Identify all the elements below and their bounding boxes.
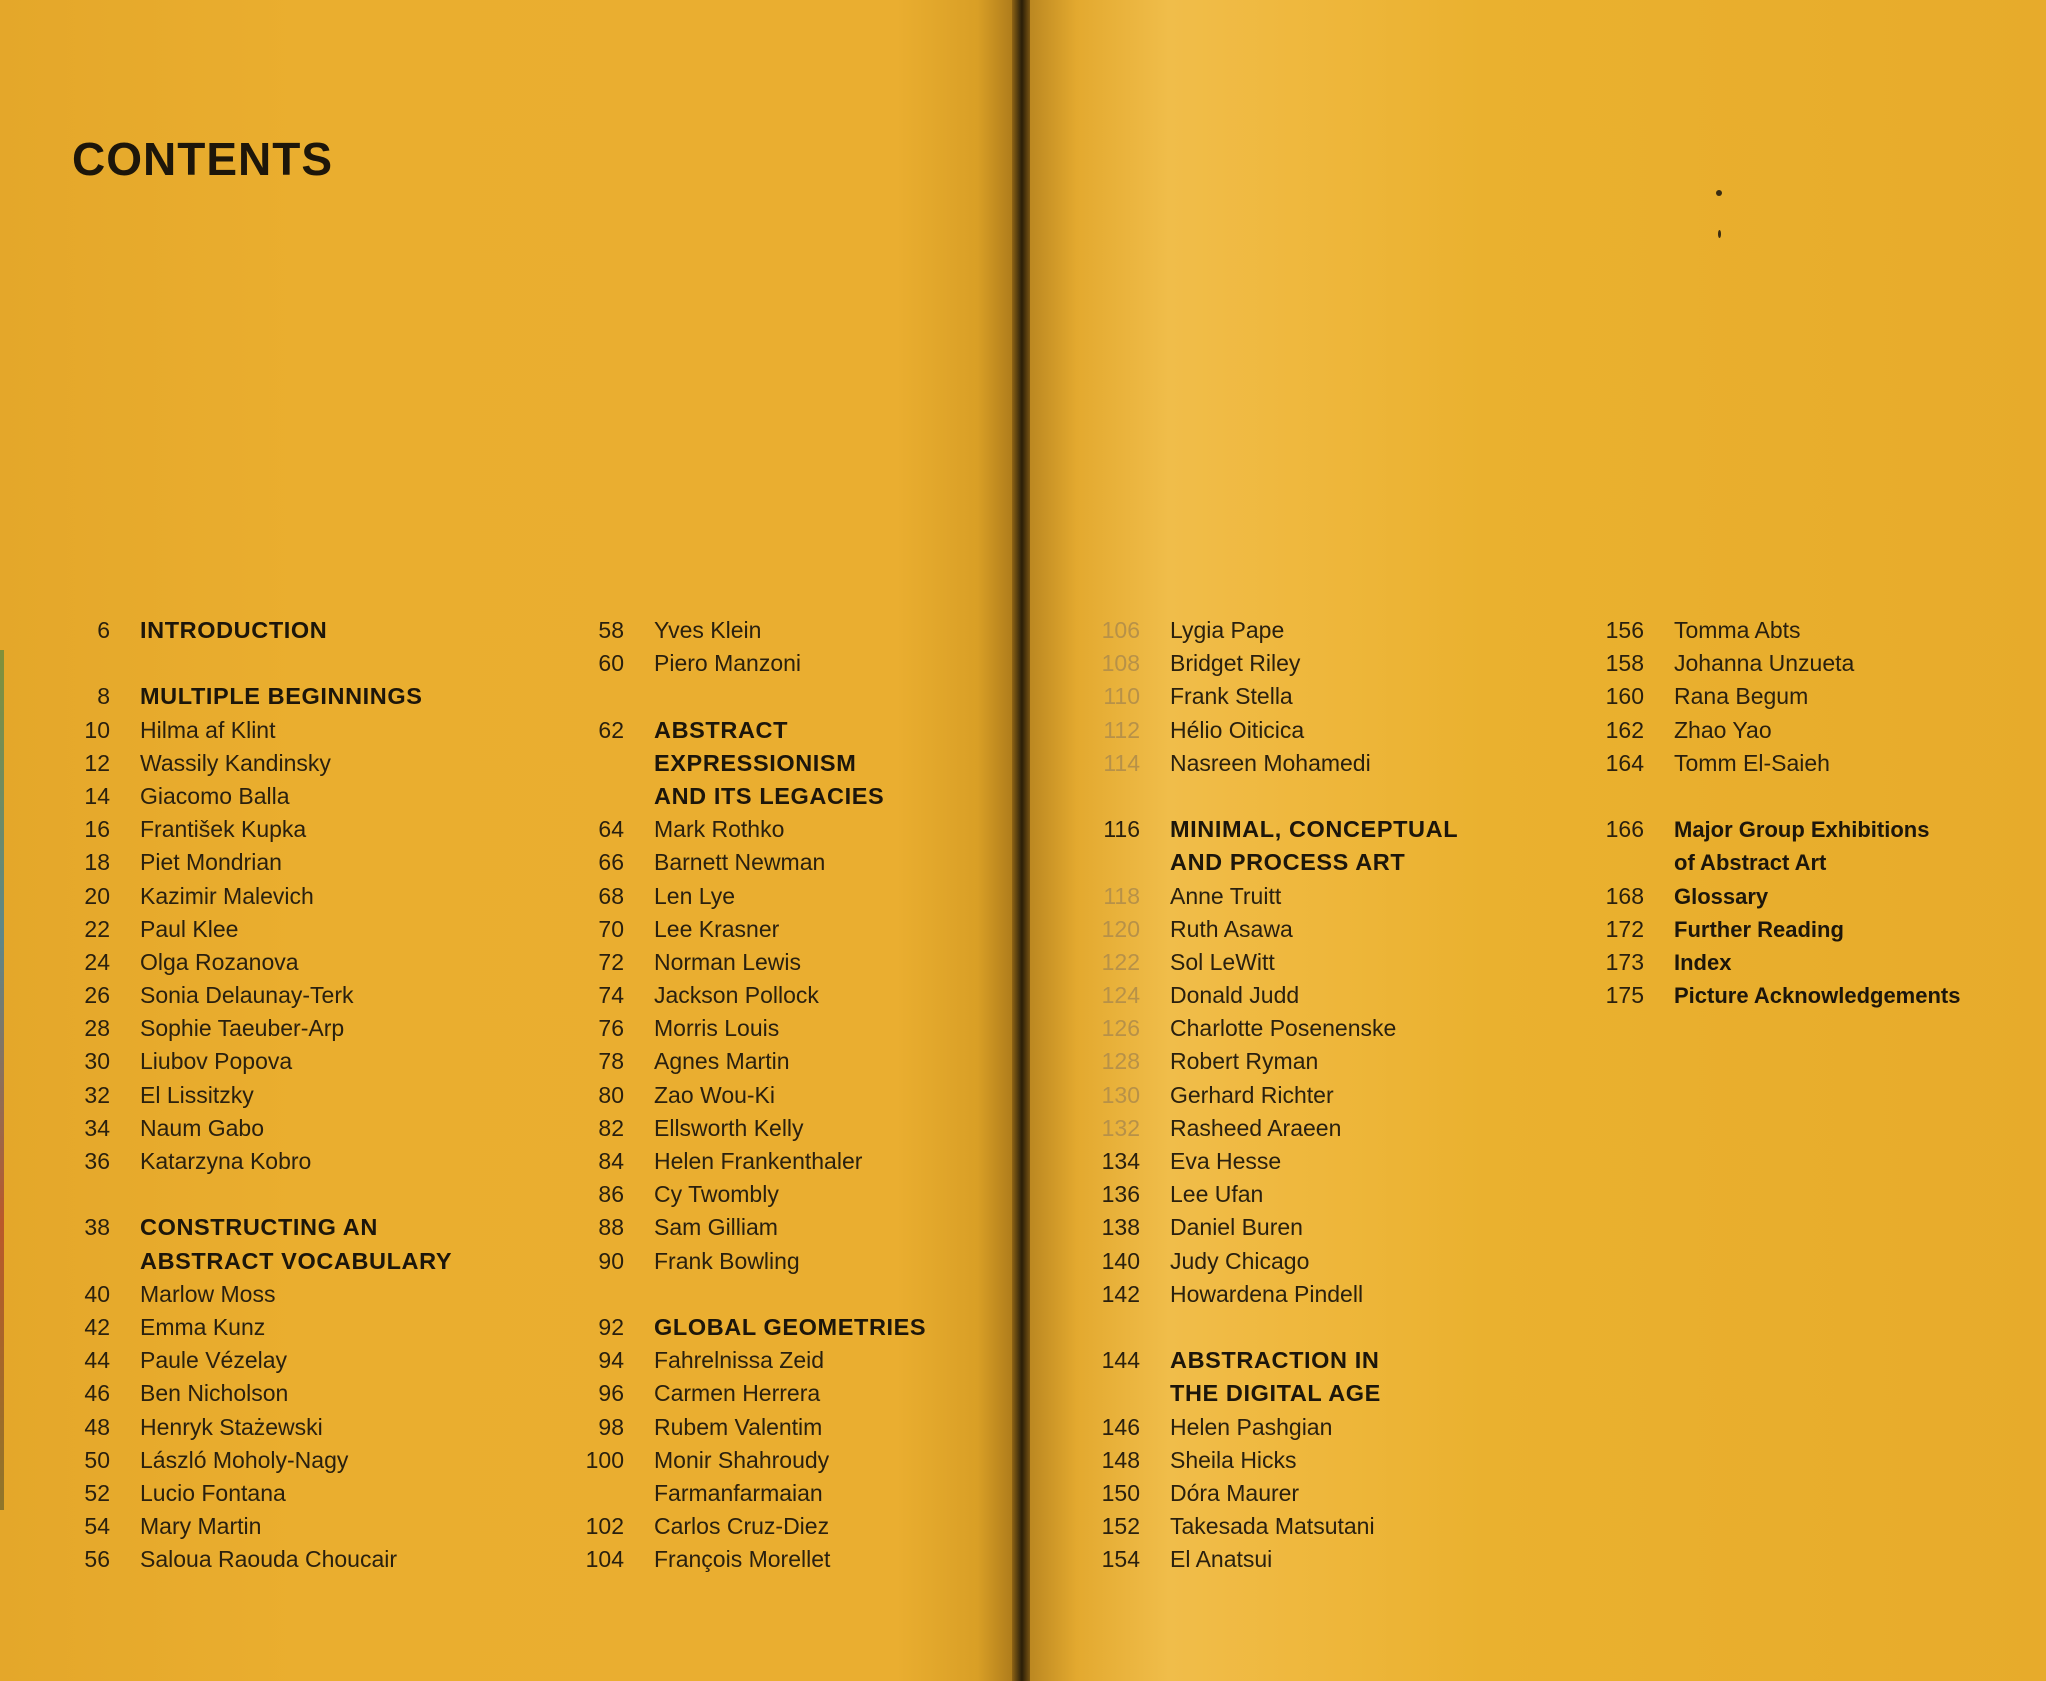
- page-number: 60: [598, 650, 624, 677]
- paper-speck: [1718, 230, 1721, 238]
- page-number: 114: [1103, 749, 1140, 776]
- page-number: 148: [1101, 1446, 1140, 1473]
- entry-label: THE DIGITAL AGE: [1170, 1380, 1381, 1407]
- entry-label: Glossary: [1674, 883, 1769, 909]
- entry-label: Tomm El-Saieh: [1674, 749, 1830, 776]
- entry-label: Hilma af Klint: [140, 716, 276, 743]
- entry-label: Rana Begum: [1674, 683, 1809, 710]
- page-number: 130: [1101, 1081, 1140, 1108]
- entry-label: El Lissitzky: [140, 1081, 254, 1108]
- page-number: 22: [84, 915, 110, 942]
- entry-label: Paul Klee: [140, 915, 239, 942]
- page-number: 140: [1101, 1247, 1140, 1274]
- entry-label: Bridget Riley: [1170, 650, 1301, 677]
- page-number: 72: [598, 948, 624, 975]
- entry-label: AND PROCESS ART: [1170, 849, 1406, 876]
- entry-label: Howardena Pindell: [1170, 1280, 1364, 1307]
- page-number: 18: [84, 849, 110, 876]
- page-number: 32: [84, 1081, 110, 1108]
- entry-label: Monir Shahroudy: [654, 1446, 830, 1473]
- entry-label: Daniel Buren: [1170, 1214, 1303, 1241]
- page-number: 46: [84, 1380, 110, 1407]
- page-number: 102: [585, 1513, 624, 1540]
- page-number: 20: [84, 882, 110, 909]
- entry-label: INTRODUCTION: [140, 617, 328, 643]
- entry-label: Anne Truitt: [1170, 882, 1282, 909]
- entry-label: Olga Rozanova: [140, 948, 299, 975]
- entry-label: MULTIPLE BEGINNINGS: [140, 683, 423, 710]
- entry-label: Emma Kunz: [140, 1313, 266, 1340]
- entry-label: Lee Krasner: [654, 915, 780, 942]
- entry-label: Hélio Oiticica: [1170, 716, 1305, 743]
- entry-label: Sol LeWitt: [1170, 948, 1275, 975]
- entry-label: Ruth Asawa: [1170, 915, 1293, 942]
- entry-label: Further Reading: [1674, 916, 1844, 942]
- page-number: 26: [84, 982, 110, 1009]
- page-number: 14: [84, 782, 110, 809]
- page-number: 30: [84, 1048, 110, 1075]
- entry-label: ABSTRACT VOCABULARY: [140, 1247, 453, 1274]
- page-number: 118: [1103, 882, 1140, 909]
- page-number: 124: [1101, 982, 1140, 1009]
- entry-label: Lee Ufan: [1170, 1181, 1264, 1208]
- page-number: 94: [598, 1347, 624, 1374]
- page-number: 66: [598, 849, 624, 876]
- entry-label: Saloua Raouda Choucair: [140, 1546, 398, 1573]
- entry-label: Sonia Delaunay-Terk: [140, 982, 354, 1009]
- entry-label: Paule Vézelay: [140, 1347, 288, 1374]
- entry-label: El Anatsui: [1170, 1546, 1273, 1573]
- entry-label: Cy Twombly: [654, 1181, 779, 1208]
- entry-label: Eva Hesse: [1170, 1148, 1282, 1174]
- page-number: 146: [1101, 1413, 1140, 1440]
- entry-label: Gerhard Richter: [1170, 1081, 1334, 1108]
- page-number: 110: [1103, 683, 1140, 710]
- page-number: 136: [1101, 1181, 1140, 1208]
- entry-label: Sheila Hicks: [1170, 1446, 1297, 1473]
- entry-label: Tomma Abts: [1674, 617, 1801, 643]
- entry-label: Ben Nicholson: [140, 1380, 289, 1407]
- entry-label: Jackson Pollock: [654, 982, 819, 1009]
- page-number: 132: [1101, 1114, 1140, 1141]
- entry-label: Robert Ryman: [1170, 1048, 1319, 1075]
- page-number: 50: [84, 1446, 110, 1473]
- page-number: 144: [1101, 1347, 1140, 1374]
- entry-label: Charlotte Posenenske: [1170, 1015, 1397, 1042]
- page-number: 48: [84, 1413, 110, 1440]
- page-number: 70: [598, 915, 624, 942]
- page-number: 172: [1605, 915, 1644, 942]
- page-number: 62: [598, 716, 624, 743]
- page-number: 154: [1101, 1546, 1140, 1573]
- entry-label: ABSTRACTION IN: [1170, 1347, 1380, 1374]
- entry-label: Fahrelnissa Zeid: [654, 1347, 825, 1374]
- entry-label: Picture Acknowledgements: [1674, 983, 1961, 1009]
- entry-label: Donald Judd: [1170, 982, 1300, 1009]
- page-number: 82: [598, 1114, 624, 1141]
- page-number: 44: [84, 1347, 110, 1374]
- page-number: 54: [84, 1513, 110, 1540]
- entry-label: MINIMAL, CONCEPTUAL: [1170, 816, 1459, 843]
- page-number: 10: [84, 716, 110, 743]
- entry-label: Marlow Moss: [140, 1280, 276, 1307]
- entry-label: Henryk Stażewski: [140, 1413, 323, 1440]
- page-number: 152: [1101, 1513, 1140, 1540]
- page-number: 58: [598, 617, 624, 643]
- entry-label: Frank Stella: [1170, 683, 1293, 710]
- entry-label: Lucio Fontana: [140, 1479, 286, 1506]
- entry-label: AND ITS LEGACIES: [654, 782, 885, 809]
- entry-label: Katarzyna Kobro: [140, 1148, 312, 1174]
- page-number: 158: [1605, 650, 1644, 677]
- page-number: 104: [585, 1546, 624, 1573]
- entry-label: Ellsworth Kelly: [654, 1114, 804, 1141]
- page-number: 28: [84, 1015, 110, 1042]
- page-number: 142: [1101, 1280, 1140, 1307]
- page-number: 52: [84, 1479, 110, 1506]
- page-number: 24: [84, 948, 110, 975]
- entry-label: Piet Mondrian: [140, 849, 282, 876]
- entry-label: Judy Chicago: [1170, 1247, 1310, 1274]
- entry-label: Kazimir Malevich: [140, 882, 314, 909]
- page-number: 90: [598, 1247, 624, 1274]
- page-number: 74: [598, 982, 624, 1009]
- page-number: 100: [585, 1446, 624, 1473]
- entry-label: Rasheed Araeen: [1170, 1114, 1342, 1141]
- page-number: 8: [97, 683, 110, 710]
- entry-label: Dóra Maurer: [1170, 1479, 1300, 1506]
- entry-label: GLOBAL GEOMETRIES: [654, 1313, 927, 1340]
- entry-label: Len Lye: [654, 882, 735, 909]
- page-number: 112: [1103, 716, 1140, 743]
- page-number: 106: [1101, 617, 1140, 643]
- page-number: 88: [598, 1214, 624, 1241]
- page-number: 175: [1605, 982, 1644, 1009]
- page-number: 156: [1605, 617, 1644, 643]
- page-number: 56: [84, 1546, 110, 1573]
- entry-label: Carlos Cruz-Diez: [654, 1513, 830, 1540]
- entry-label: Rubem Valentim: [654, 1413, 823, 1440]
- entry-label: Wassily Kandinsky: [140, 749, 331, 776]
- entry-label: Frank Bowling: [654, 1247, 800, 1274]
- entry-label: Morris Louis: [654, 1015, 780, 1042]
- entry-label: Helen Frankenthaler: [654, 1148, 863, 1174]
- entry-label: EXPRESSIONISM: [654, 749, 857, 776]
- page-number: 80: [598, 1081, 624, 1108]
- page-number: 160: [1605, 683, 1644, 710]
- entry-label: Johanna Unzueta: [1674, 650, 1855, 677]
- entry-label: Takesada Matsutani: [1170, 1513, 1375, 1540]
- page-number: 38: [84, 1214, 110, 1241]
- entry-label: László Moholy-Nagy: [140, 1446, 349, 1473]
- entry-label: Zao Wou-Ki: [654, 1081, 776, 1108]
- entry-label: Naum Gabo: [140, 1114, 265, 1141]
- page-number: 6: [97, 617, 110, 643]
- entry-label: Index: [1674, 949, 1732, 975]
- entry-label: Mark Rothko: [654, 816, 785, 843]
- page-number: 126: [1101, 1015, 1140, 1042]
- page-number: 96: [598, 1380, 624, 1407]
- page-number: 12: [84, 749, 110, 776]
- paper-speck: [1716, 190, 1722, 196]
- entry-label: of Abstract Art: [1674, 850, 1827, 876]
- entry-label: François Morellet: [654, 1546, 831, 1573]
- page-number: 134: [1101, 1148, 1140, 1174]
- page-number: 122: [1101, 948, 1140, 975]
- page-number: 166: [1605, 816, 1644, 843]
- entry-label: Agnes Martin: [654, 1048, 790, 1075]
- page-number: 78: [598, 1048, 624, 1075]
- entry-label: Sam Gilliam: [654, 1214, 778, 1241]
- entry-label: Zhao Yao: [1674, 716, 1772, 743]
- entry-label: Norman Lewis: [654, 948, 801, 975]
- entry-label: Nasreen Mohamedi: [1170, 749, 1371, 776]
- page-number: 173: [1605, 948, 1644, 975]
- entry-label: Sophie Taeuber-Arp: [140, 1015, 345, 1042]
- page-number: 164: [1605, 749, 1644, 776]
- entry-label: ABSTRACT: [654, 716, 789, 743]
- page-number: 98: [598, 1413, 624, 1440]
- page-number: 86: [598, 1181, 624, 1208]
- page-number: 92: [598, 1313, 624, 1340]
- page-number: 138: [1101, 1214, 1140, 1241]
- entry-label: Mary Martin: [140, 1513, 262, 1540]
- page-number: 42: [84, 1313, 110, 1340]
- entry-label: Liubov Popova: [140, 1048, 293, 1075]
- entry-label: Lygia Pape: [1170, 617, 1285, 643]
- page-number: 36: [84, 1148, 110, 1174]
- page-number: 64: [598, 816, 624, 843]
- page-number: 116: [1103, 816, 1140, 843]
- entry-label: Farmanfarmaian: [654, 1479, 823, 1506]
- entry-label: Major Group Exhibitions: [1674, 817, 1930, 843]
- page-number: 128: [1101, 1048, 1140, 1075]
- entry-label: Barnett Newman: [654, 849, 826, 876]
- page-number: 168: [1605, 882, 1644, 909]
- page-number: 162: [1605, 716, 1644, 743]
- page-number: 108: [1101, 650, 1140, 677]
- entry-label: Piero Manzoni: [654, 650, 802, 677]
- entry-label: CONSTRUCTING AN: [140, 1214, 378, 1241]
- entry-label: Helen Pashgian: [1170, 1413, 1333, 1440]
- page-number: 84: [598, 1148, 624, 1174]
- page-number: 40: [84, 1280, 110, 1307]
- page-number: 76: [598, 1015, 624, 1042]
- page-number: 34: [84, 1114, 110, 1141]
- page-number: 16: [84, 816, 110, 843]
- page-number: 150: [1101, 1479, 1140, 1506]
- entry-label: Yves Klein: [654, 617, 762, 643]
- entry-label: František Kupka: [140, 816, 307, 843]
- page-edge-strip: [0, 650, 4, 1510]
- entry-label: Carmen Herrera: [654, 1380, 821, 1407]
- page-title: CONTENTS: [72, 133, 333, 185]
- page-number: 68: [598, 882, 624, 909]
- page-number: 120: [1101, 915, 1140, 942]
- entry-label: Giacomo Balla: [140, 782, 290, 809]
- book-gutter: [1012, 0, 1030, 1681]
